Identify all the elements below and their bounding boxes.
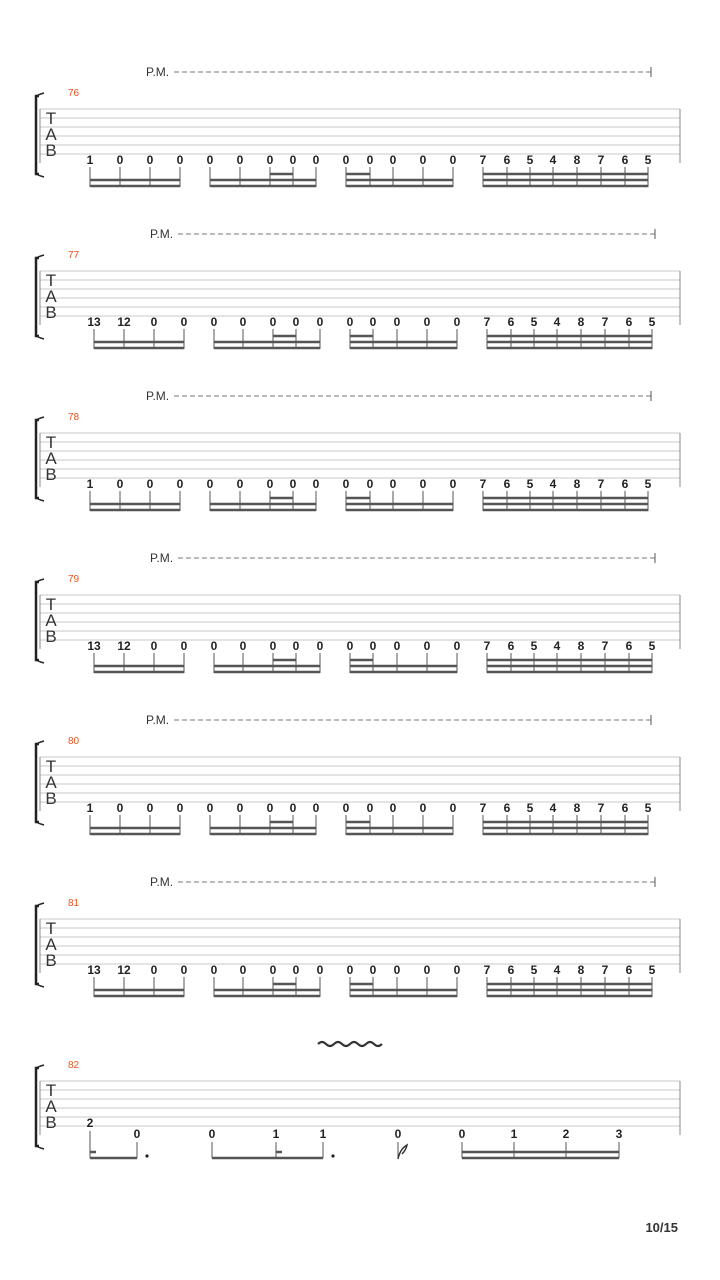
fret-number: 7 (479, 477, 487, 491)
fret-number: 0 (210, 963, 218, 977)
palm-mute-label: P.M. (146, 713, 170, 727)
fret-number: 6 (503, 477, 511, 491)
fret-number: 1 (272, 1127, 280, 1141)
tab-system (36, 875, 680, 997)
fret-number: 1 (86, 153, 94, 167)
fret-number: 1 (510, 1127, 518, 1141)
staff-bracket (36, 1068, 39, 1146)
fret-number: 0 (342, 477, 350, 491)
measure-number: 79 (68, 574, 80, 585)
fret-number: 0 (449, 153, 457, 167)
fret-number: 0 (239, 963, 247, 977)
fret-number: 0 (206, 153, 214, 167)
fret-number: 8 (573, 153, 581, 167)
dot-augmentation (145, 1154, 148, 1157)
tab-system (36, 65, 680, 187)
measure-number: 81 (68, 898, 80, 909)
fret-number: 0 (292, 963, 300, 977)
fret-number: 0 (269, 315, 277, 329)
fret-number: 5 (648, 963, 656, 977)
fret-number: 2 (562, 1127, 570, 1141)
fret-number: 4 (549, 801, 557, 815)
fret-number: 7 (601, 639, 609, 653)
fret-number: 6 (507, 315, 515, 329)
fret-number: 4 (549, 477, 557, 491)
fret-number: 0 (419, 477, 427, 491)
fret-number: 0 (366, 801, 374, 815)
fret-number: 0 (269, 639, 277, 653)
fret-number: 12 (117, 963, 131, 977)
fret-number: 0 (449, 477, 457, 491)
fret-number: 5 (530, 639, 538, 653)
fret-number: 0 (236, 477, 244, 491)
measure-number: 76 (68, 88, 80, 99)
fret-number: 0 (292, 315, 300, 329)
fret-number: 8 (573, 801, 581, 815)
fret-number: 0 (342, 153, 350, 167)
fret-number: 7 (483, 963, 491, 977)
bracket-hook-top (36, 741, 44, 744)
fret-number: 0 (393, 963, 401, 977)
tab-letter-t: T (45, 109, 57, 128)
fret-number: 0 (316, 639, 324, 653)
fret-number: 13 (87, 315, 101, 329)
measure-number: 80 (68, 736, 80, 747)
fret-number: 5 (526, 801, 534, 815)
fret-number: 2 (86, 1116, 94, 1130)
palm-mute-label: P.M. (150, 227, 174, 241)
fret-number: 0 (316, 963, 324, 977)
fret-number: 0 (389, 801, 397, 815)
staff-bracket (36, 906, 39, 984)
fret-number: 5 (648, 639, 656, 653)
fret-number: 0 (419, 801, 427, 815)
tab-letter-t: T (45, 433, 57, 452)
fret-number: 0 (239, 315, 247, 329)
fret-number: 8 (577, 639, 585, 653)
fret-number: 5 (644, 153, 652, 167)
tab-letter-t: T (45, 919, 57, 938)
fret-number: 7 (597, 153, 605, 167)
fret-number: 0 (449, 801, 457, 815)
fret-number: 5 (644, 801, 652, 815)
fret-number: 8 (573, 477, 581, 491)
dot-augmentation (331, 1154, 334, 1157)
bracket-hook-bottom (36, 660, 44, 663)
fret-number: 7 (483, 639, 491, 653)
fret-number: 0 (269, 963, 277, 977)
fret-number: 6 (503, 153, 511, 167)
note-flag (398, 1145, 407, 1159)
fret-number: 0 (150, 639, 158, 653)
bracket-hook-top (36, 93, 44, 96)
fret-number: 0 (289, 801, 297, 815)
fret-number: 0 (176, 801, 184, 815)
fret-number: 0 (369, 315, 377, 329)
fret-number: 3 (615, 1127, 623, 1141)
bracket-hook-bottom (36, 498, 44, 501)
measure-number: 77 (68, 250, 80, 261)
fret-number: 6 (625, 639, 633, 653)
fret-number: 0 (146, 477, 154, 491)
fret-number: 6 (621, 477, 629, 491)
bracket-hook-bottom (36, 174, 44, 177)
fret-number: 5 (526, 153, 534, 167)
fret-number: 0 (366, 153, 374, 167)
fret-number: 7 (479, 801, 487, 815)
fret-number: 0 (389, 153, 397, 167)
fret-number: 1 (319, 1127, 327, 1141)
fret-number: 0 (369, 639, 377, 653)
tab-letter-t: T (45, 757, 57, 776)
fret-number: 0 (346, 639, 354, 653)
tab-letter-b: B (45, 303, 57, 322)
fret-number: 0 (236, 801, 244, 815)
bracket-hook-top (36, 1065, 44, 1068)
fret-number: 0 (342, 801, 350, 815)
fret-number: 0 (180, 639, 188, 653)
tab-letter-a: A (45, 611, 57, 630)
tab-system (36, 713, 680, 835)
staff-bracket (36, 96, 39, 174)
fret-number: 4 (549, 153, 557, 167)
fret-number: 0 (312, 477, 320, 491)
fret-number: 7 (601, 963, 609, 977)
fret-number: 0 (266, 153, 274, 167)
palm-mute-label: P.M. (146, 65, 170, 79)
fret-number: 1 (86, 801, 94, 815)
tab-system (36, 227, 680, 349)
fret-number: 0 (236, 153, 244, 167)
fret-number: 0 (458, 1127, 466, 1141)
fret-number: 0 (180, 963, 188, 977)
fret-number: 0 (150, 963, 158, 977)
fret-number: 0 (266, 477, 274, 491)
fret-number: 0 (116, 477, 124, 491)
tab-letter-a: A (45, 773, 57, 792)
tab-system (36, 1042, 680, 1159)
fret-number: 6 (507, 639, 515, 653)
fret-number: 0 (116, 801, 124, 815)
fret-number: 0 (210, 315, 218, 329)
wide-vibrato-icon (318, 1042, 382, 1046)
fret-number: 0 (289, 153, 297, 167)
fret-number: 7 (479, 153, 487, 167)
fret-number: 7 (483, 315, 491, 329)
bracket-hook-bottom (36, 336, 44, 339)
fret-number: 5 (530, 963, 538, 977)
tab-letter-t: T (45, 595, 57, 614)
tab-letter-b: B (45, 1113, 57, 1132)
fret-number: 0 (453, 639, 461, 653)
bracket-hook-bottom (36, 1146, 44, 1149)
fret-number: 7 (597, 477, 605, 491)
tab-letter-a: A (45, 125, 57, 144)
fret-number: 8 (577, 315, 585, 329)
fret-number: 0 (206, 477, 214, 491)
fret-number: 0 (180, 315, 188, 329)
bracket-hook-top (36, 903, 44, 906)
tab-letter-b: B (45, 789, 57, 808)
tab-letter-b: B (45, 627, 57, 646)
fret-number: 5 (648, 315, 656, 329)
fret-number: 13 (87, 639, 101, 653)
fret-number: 0 (133, 1127, 141, 1141)
fret-number: 0 (453, 963, 461, 977)
fret-number: 0 (366, 477, 374, 491)
tab-letter-a: A (45, 287, 57, 306)
tab-letter-a: A (45, 449, 57, 468)
fret-number: 0 (150, 315, 158, 329)
tab-system (36, 389, 680, 511)
fret-number: 0 (393, 315, 401, 329)
fret-number: 13 (87, 963, 101, 977)
measure-number: 82 (68, 1060, 80, 1071)
fret-number: 0 (146, 153, 154, 167)
fret-number: 0 (423, 963, 431, 977)
fret-number: 0 (176, 477, 184, 491)
palm-mute-label: P.M. (146, 389, 170, 403)
fret-number: 6 (625, 963, 633, 977)
fret-number: 0 (206, 801, 214, 815)
staff-bracket (36, 258, 39, 336)
fret-number: 6 (621, 801, 629, 815)
fret-number: 0 (312, 801, 320, 815)
tab-system (36, 551, 680, 673)
fret-number: 12 (117, 315, 131, 329)
fret-number: 0 (346, 315, 354, 329)
tab-letter-b: B (45, 141, 57, 160)
fret-number: 5 (644, 477, 652, 491)
fret-number: 0 (393, 639, 401, 653)
fret-number: 8 (577, 963, 585, 977)
fret-number: 0 (289, 477, 297, 491)
staff-bracket (36, 582, 39, 660)
fret-number: 12 (117, 639, 131, 653)
tab-letter-a: A (45, 1097, 57, 1116)
tab-letter-t: T (45, 271, 57, 290)
fret-number: 0 (369, 963, 377, 977)
fret-number: 0 (116, 153, 124, 167)
palm-mute-label: P.M. (150, 875, 174, 889)
fret-number: 4 (553, 639, 561, 653)
fret-number: 0 (292, 639, 300, 653)
fret-number: 7 (597, 801, 605, 815)
fret-number: 6 (625, 315, 633, 329)
fret-number: 6 (503, 801, 511, 815)
tab-letter-b: B (45, 951, 57, 970)
fret-number: 0 (239, 639, 247, 653)
tab-letter-a: A (45, 935, 57, 954)
fret-number: 0 (423, 639, 431, 653)
bracket-hook-top (36, 579, 44, 582)
measure-number: 78 (68, 412, 80, 423)
fret-number: 0 (176, 153, 184, 167)
fret-number: 7 (601, 315, 609, 329)
fret-number: 6 (621, 153, 629, 167)
tab-letter-t: T (45, 1081, 57, 1100)
bracket-hook-top (36, 417, 44, 420)
fret-number: 4 (553, 963, 561, 977)
page-number: 10/15 (645, 1220, 678, 1235)
fret-number: 6 (507, 963, 515, 977)
fret-number: 1 (86, 477, 94, 491)
fret-number: 0 (389, 477, 397, 491)
fret-number: 0 (423, 315, 431, 329)
palm-mute-label: P.M. (150, 551, 174, 565)
fret-number: 0 (210, 639, 218, 653)
bracket-hook-bottom (36, 984, 44, 987)
fret-number: 0 (316, 315, 324, 329)
fret-number: 0 (266, 801, 274, 815)
fret-number: 0 (146, 801, 154, 815)
fret-number: 0 (394, 1127, 402, 1141)
fret-number: 4 (553, 315, 561, 329)
staff-bracket (36, 420, 39, 498)
fret-number: 5 (530, 315, 538, 329)
fret-number: 0 (346, 963, 354, 977)
bracket-hook-bottom (36, 822, 44, 825)
fret-number: 0 (312, 153, 320, 167)
fret-number: 0 (208, 1127, 216, 1141)
bracket-hook-top (36, 255, 44, 258)
staff-bracket (36, 744, 39, 822)
tab-letter-b: B (45, 465, 57, 484)
fret-number: 5 (526, 477, 534, 491)
fret-number: 0 (419, 153, 427, 167)
fret-number: 0 (453, 315, 461, 329)
